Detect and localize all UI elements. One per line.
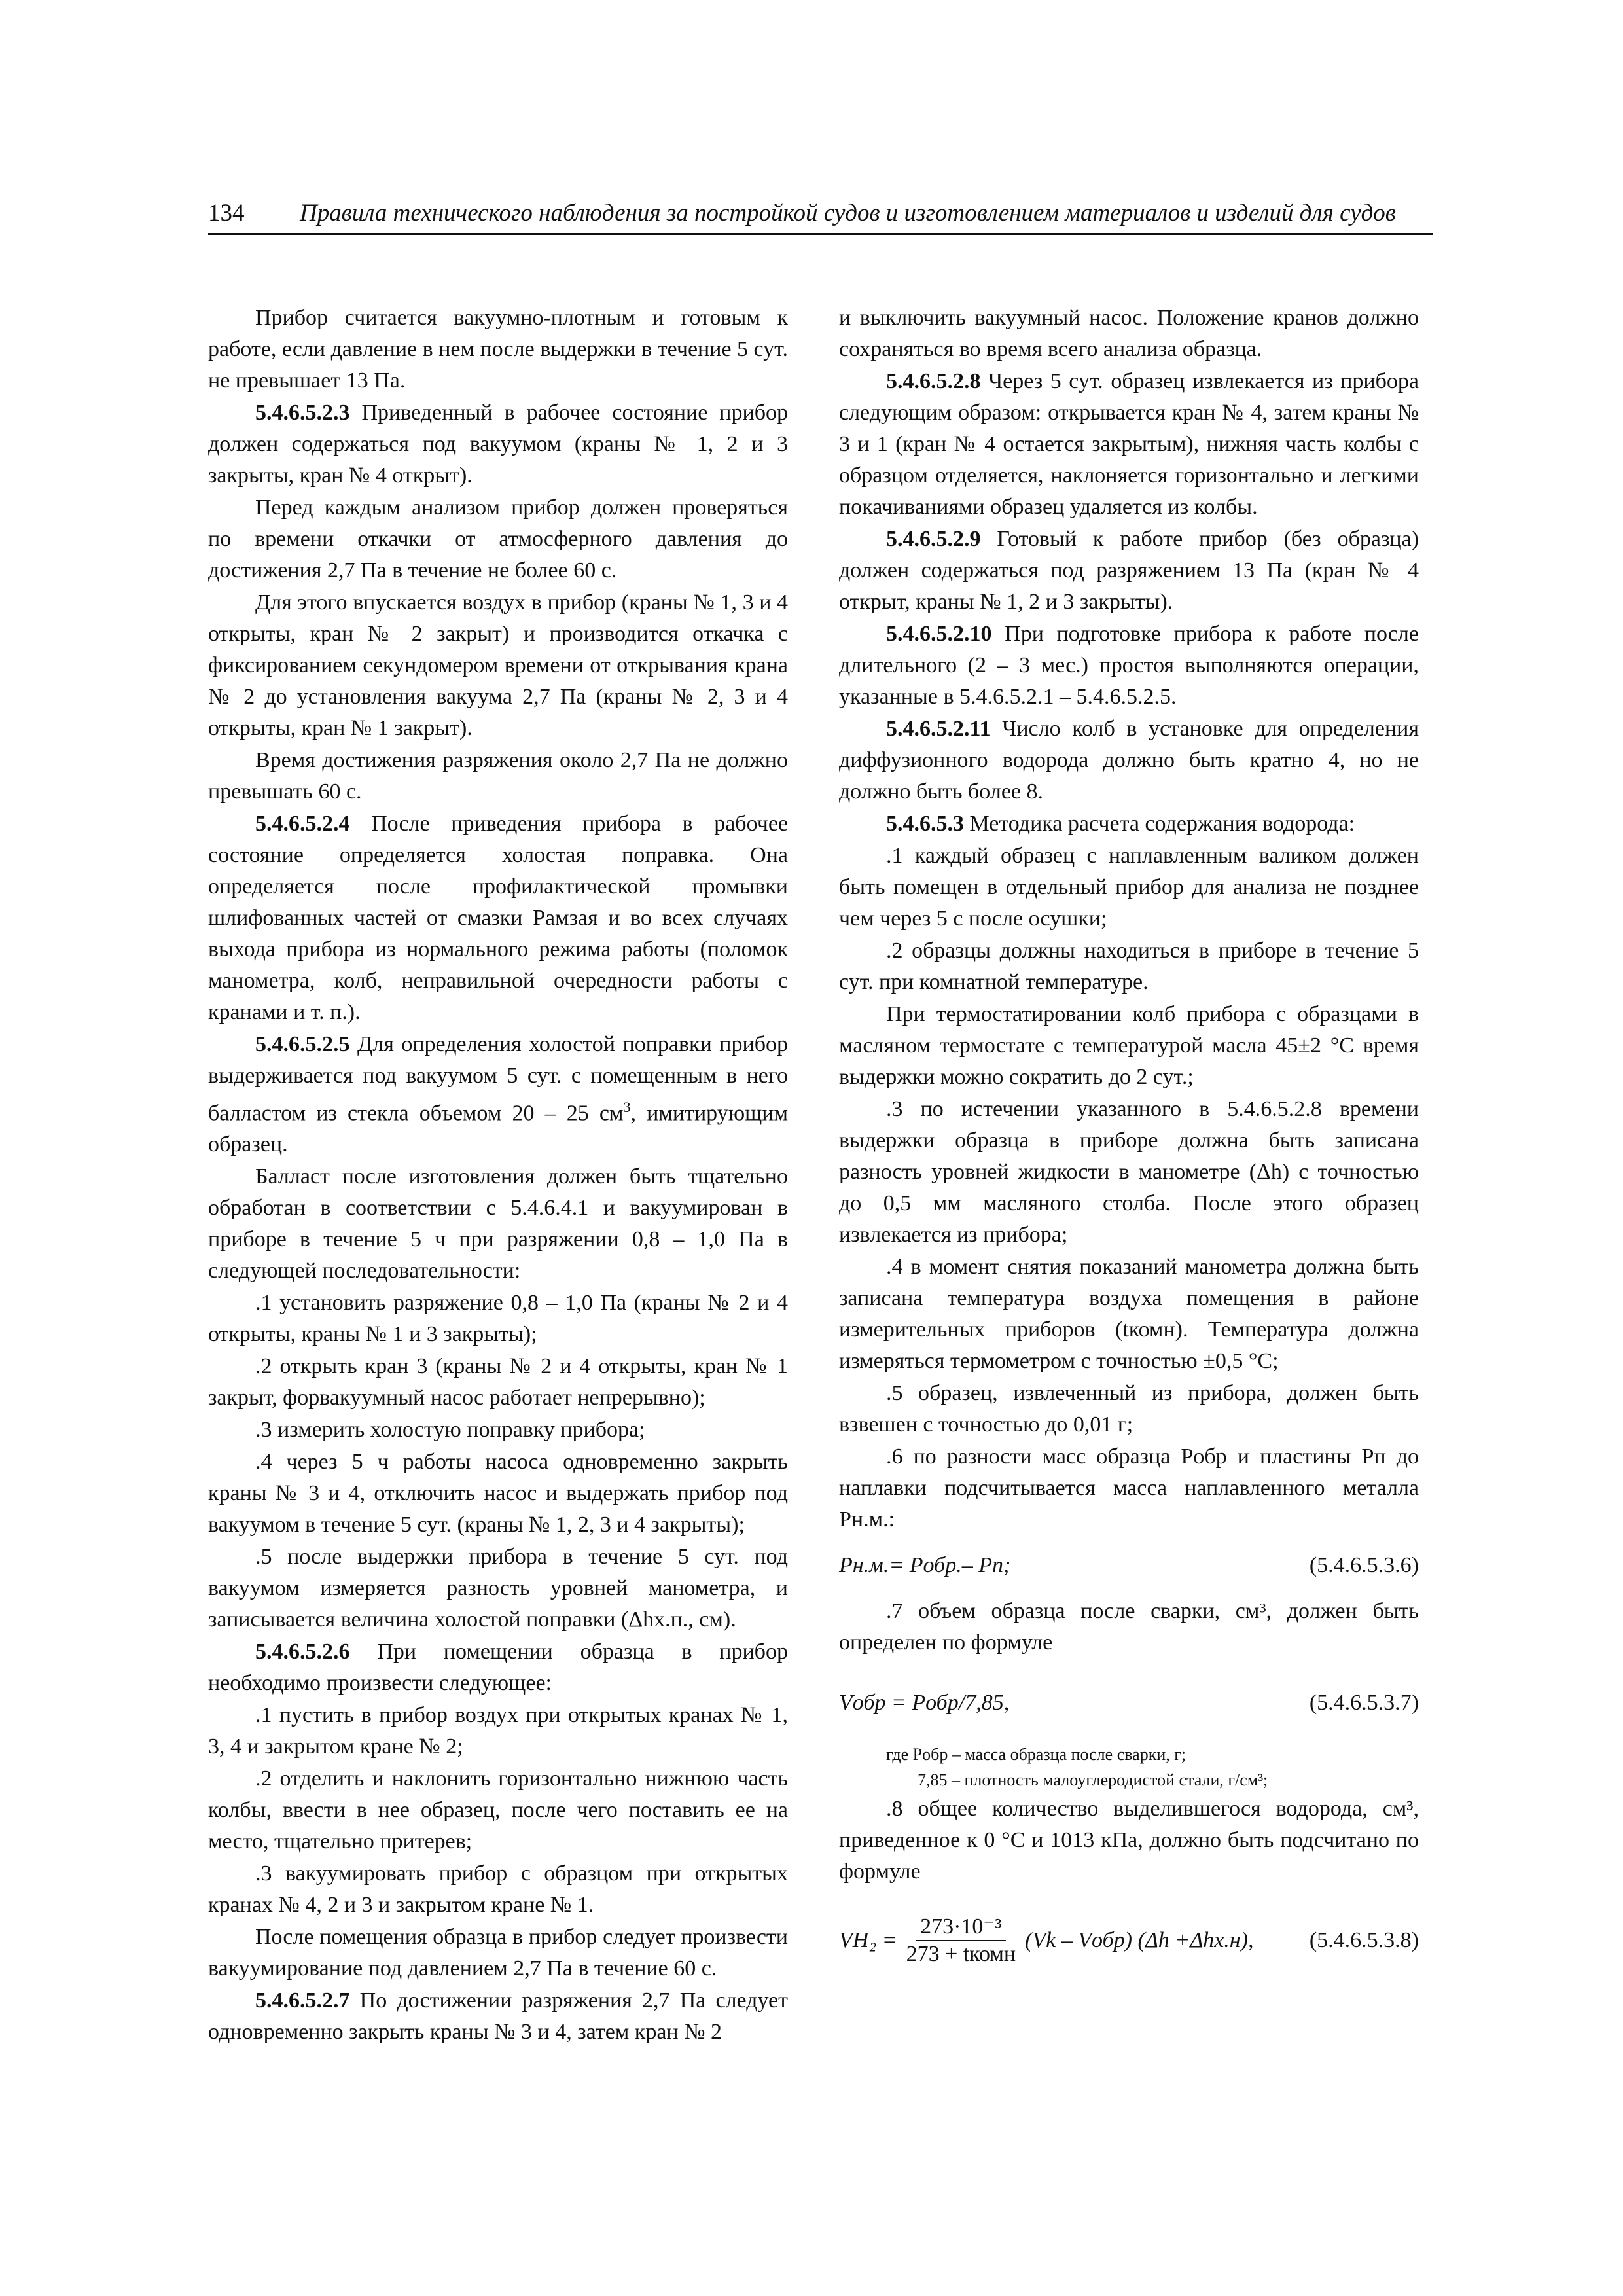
paragraph: После помещения образца в прибор следует произвести вакуумирование под давлением 2,7 Па в течение 60 с.: [208, 1925, 788, 1981]
formula-note: где Pобр – масса образца после сварки, г;: [886, 1745, 1186, 1764]
paragraph: [208, 1985, 788, 2048]
list-item: .5 образец, извлеченный из прибора, должен быть взвешен с точностью до 0,01 г;: [839, 1381, 1419, 1437]
list-item: .4 через 5 ч работы насоса одновременно закрыть краны № 3 и 4, отключить насос и выдержать прибор под вакуумом в течение 5 сут. (краны № 1, 2, 3 и 4 закрыты);: [208, 1450, 788, 1537]
clause-text: При помещении образца в прибор необходимо произвести следующее:: [208, 1640, 788, 1696]
clause-number: 5.4.6.5.2.5: [255, 1032, 350, 1056]
clause-number: 5.4.6.5.2.11: [886, 717, 991, 741]
formula-number: (5.4.6.5.3.7): [1309, 1691, 1419, 1715]
left-column: [208, 302, 788, 2049]
fraction-denominator: 273 + tкомн: [906, 1942, 1016, 1966]
clause-text: Готовый к работе прибор (без образца) должен содержаться под разряжением 13 Па (кран № 4 открыт, краны № 1, 2 и 3 закрыты).: [839, 527, 1419, 614]
list-item: .3 вакуумировать прибор с образцом при открытых кранах № 4, 2 и 3 и закрытом кране № 1.: [208, 1861, 788, 1918]
list-item: .7 объем образца после сварки, см³, должен быть определен по формуле: [839, 1599, 1419, 1655]
clause-number: 5.4.6.5.2.6: [255, 1640, 350, 1664]
formula-note: 7,85 – плотность малоуглеродистой стали, г/см³;: [918, 1770, 1268, 1789]
paragraph: Перед каждым анализом прибор должен проверяться по времени откачки от атмосферного давления до достижения 2,7 Па в течение не более 60 с.: [208, 495, 788, 583]
page-header: [208, 196, 1433, 236]
clause-text: Число колб в установке для определения диффузионного водорода должно быть кратно 4, но не должно быть более 8.: [839, 717, 1419, 804]
paragraph: [839, 808, 1419, 840]
superscript: 3: [623, 1099, 631, 1115]
clause-text: При подготовке прибора к работе после длительного (2 – 3 мес.) простоя выполняются операции, указанные в 5.4.6.5.2.1 – 5.4.6.5.2.5.: [839, 622, 1419, 709]
list-item: .2 образцы должны находиться в приборе в течение 5 сут. при комнатной температуре.: [839, 939, 1419, 994]
paragraph: [839, 524, 1419, 618]
list-item: .2 открыть кран 3 (краны № 2 и 4 открыты, кран № 1 закрыт, форвакуумный насос работает непрерывно);: [208, 1354, 788, 1410]
paragraph: При термостатировании колб прибора с образцами в масляном термостате с температурой масла 45±2 °С время выдержки можно сократить до 2 сут.;: [839, 1002, 1419, 1089]
fraction-numerator: 273·10⁻³: [916, 1914, 1005, 1941]
list-item: .6 по разности масс образца Pобр и пластины Pп до наплавки подсчитывается масса наплавленного металла Pн.м.:: [839, 1444, 1419, 1532]
paragraph: Прибор считается вакуумно-плотным и готовым к работе, если давление в нем после выдержки в течение 5 сут. не превышает 13 Па.: [208, 306, 788, 393]
formula-expression: Vобр = Pобр/7,85,: [839, 1691, 1010, 1715]
list-item: .1 установить разряжение 0,8 – 1,0 Па (краны № 2 и 4 открыты, краны № 1 и 3 закрыты);: [208, 1291, 788, 1347]
formula-5-4-6-5-3-6: [839, 1550, 1419, 1581]
paragraph: [839, 619, 1419, 713]
clause-number: 5.4.6.5.2.3: [255, 401, 350, 425]
clause-text: Для определения холостой поправки прибор выдерживается под вакуумом 5 сут. с помещенным в него балластом из стекла объемом 20 – 25 см: [208, 1032, 788, 1126]
running-title: Правила технического наблюдения за постройкой судов и изготовлением материалов и изделий для судов: [300, 200, 1396, 226]
clause-text: Через 5 сут. образец извлекается из прибора следующим образом: открывается кран № 4, затем краны № 3 и 1 (кран № 4 остается закрытым), нижняя часть колбы с образцом отделяется, наклоняется горизонтально и легкими покачиваниями образец удаляется из колбы.: [839, 369, 1419, 519]
list-item: .2 отделить и наклонить горизонтально нижнюю часть колбы, ввести в нее образец, после чего поставить ее на место, тщательно притерев;: [208, 1767, 788, 1854]
list-item: .5 после выдержки прибора в течение 5 сут. под вакуумом измеряется разность уровней манометра, и записывается величина холостой поправки (Δhх.п., см).: [208, 1545, 788, 1632]
list-item: .1 пустить в прибор воздух при открытых кранах № 1, 3, 4 и закрытом кране № 2;: [208, 1703, 788, 1759]
formula-lhs: VH₂ =: [839, 1928, 897, 1952]
paragraph: [208, 397, 788, 492]
clause-number: 5.4.6.5.2.10: [886, 622, 992, 646]
right-column: [839, 302, 1419, 1967]
page-number: 134: [208, 200, 245, 226]
list-item: .1 каждый образец с наплавленным валиком должен быть помещен в отдельный прибор для анализа не позднее чем через 5 с после осушки;: [839, 844, 1419, 931]
clause-text-end: , имитирующим образец.: [208, 1101, 788, 1157]
formula-rhs: (Vk – Vобр) (Δh +Δhх.н),: [1025, 1928, 1254, 1952]
header-rule: [208, 233, 1433, 235]
clause-number: 5.4.6.5.2.4: [255, 812, 350, 836]
clause-number: 5.4.6.5.3: [886, 812, 964, 836]
paragraph: и выключить вакуумный насос. Положение кранов должно сохраняться во время всего анализа образца.: [839, 306, 1419, 361]
list-item: .3 измерить холостую поправку прибора;: [255, 1418, 645, 1443]
formula-fraction: [902, 1914, 1020, 1967]
clause-text: Методика расчета содержания водорода:: [964, 812, 1355, 836]
list-item: .3 по истечении указанного в 5.4.6.5.2.8 времени выдержки образца в приборе должна быть записана разность уровней жидкости в манометре (Δh) с точностью до 0,5 мм масляного столба. После этого образец извлекается из прибора;: [839, 1097, 1419, 1247]
clause-text: После приведения прибора в рабочее состояние определяется холостая поправка. Она определяется после профилактической промывки шлифованных частей от смазки Рамзая и во всех случаях выхода прибора из нормального режима работы (поломок манометра, колб, неправильной очередности работы с кранами и т. п.).: [208, 812, 788, 1024]
paragraph: Для этого впускается воздух в прибор (краны № 1, 3 и 4 открыты, кран № 2 закрыт) и производится откачка с фиксированием секундомером времени от открывания крана № 2 до установления вакуума 2,7 Па (краны № 2, 3 и 4 открыты, кран № 1 закрыт).: [208, 590, 788, 740]
list-item: .8 общее количество выделившегося водорода, см³, приведенное к 0 °С и 1013 кПа, должно быть подсчитано по формуле: [839, 1797, 1419, 1884]
clause-text: По достижении разряжения 2,7 Па следует одновременно закрыть краны № 3 и 4, затем кран № 2: [208, 1988, 788, 2045]
paragraph: [208, 1636, 788, 1699]
paragraph: Время достижения разряжения около 2,7 Па не должно превышать 60 с.: [208, 748, 788, 804]
formula-5-4-6-5-3-8: [839, 1914, 1419, 1967]
paragraph: [208, 1029, 788, 1160]
formula-5-4-6-5-3-7: [839, 1687, 1419, 1719]
clause-number: 5.4.6.5.2.7: [255, 1988, 350, 2013]
paragraph: [208, 808, 788, 1028]
formula-number: (5.4.6.5.3.6): [1309, 1553, 1419, 1577]
paragraph: [839, 713, 1419, 808]
paragraph: [839, 366, 1419, 523]
paragraph: Балласт после изготовления должен быть тщательно обработан в соответствии с 5.4.6.4.1 и вакуумирован в приборе в течение 5 ч при разряжении 0,8 – 1,0 Па в следующей последовательности:: [208, 1164, 788, 1283]
formula-number: (5.4.6.5.3.8): [1309, 1928, 1419, 1952]
clause-number: 5.4.6.5.2.8: [886, 369, 981, 393]
clause-text: Приведенный в рабочее состояние прибор должен содержаться под вакуумом (краны № 1, 2 и 3 закрыты, кран № 4 открыт).: [208, 401, 788, 488]
clause-number: 5.4.6.5.2.9: [886, 527, 981, 551]
formula-expression: Pн.м.= Pобр.– Pп;: [839, 1553, 1011, 1577]
list-item: .4 в момент снятия показаний манометра должна быть записана температура воздуха помещения в районе измерительных приборов (tкомн). Температура должна измеряться термометром с точностью ±0,5 °С;: [839, 1255, 1419, 1373]
